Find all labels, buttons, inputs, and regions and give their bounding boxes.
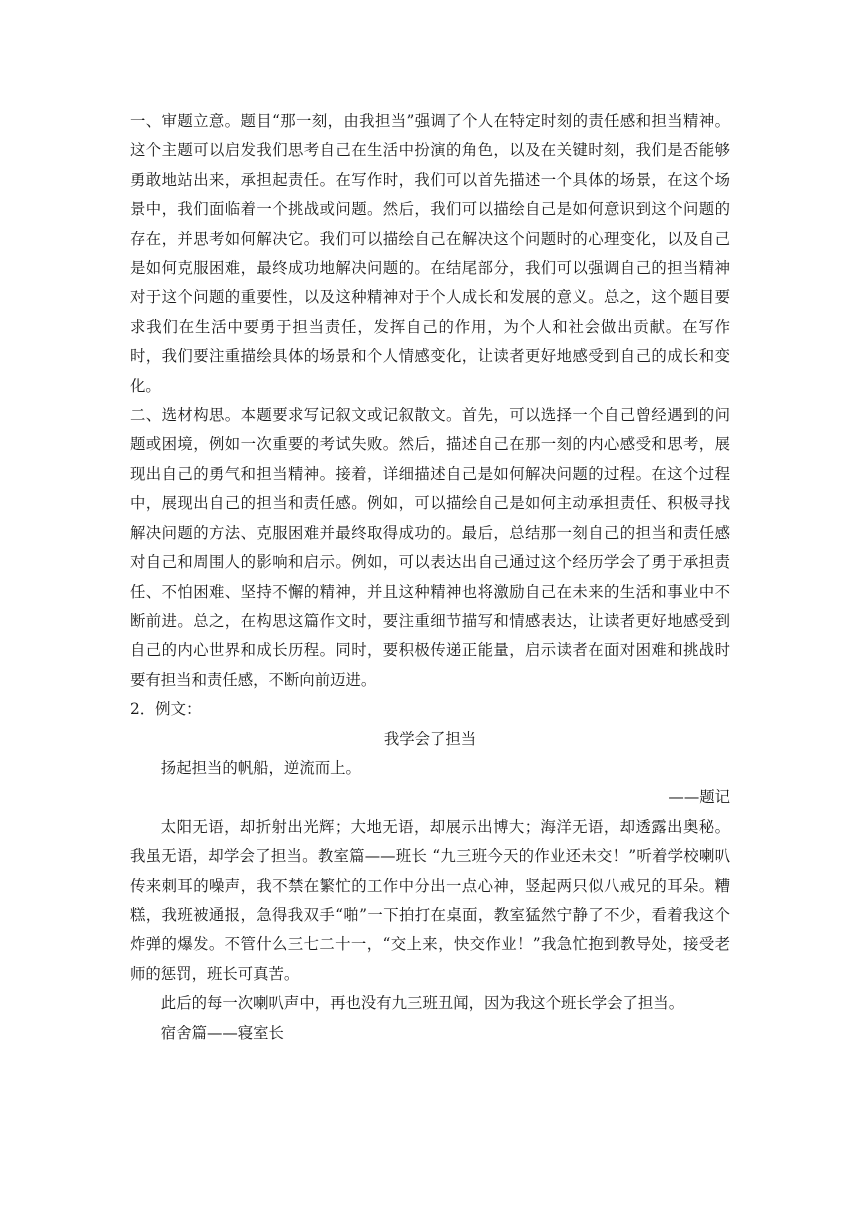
essay-subheading: 宿舍篇——寝室长 — [160, 1023, 284, 1042]
example-label: 2．例文： — [130, 700, 202, 719]
epigraph: 扬起担当的帆船，逆流而上。 — [160, 758, 361, 777]
essay-title: 我学会了担当 — [383, 729, 477, 748]
epigraph-attribution: ——题记 — [668, 788, 730, 807]
essay-paragraph-2: 此后的每一次喇叭声中，再也没有九三班丑闻，因为我这个班长学会了担当。 — [160, 994, 685, 1013]
section-two-paragraph: 二、选材构思。本题要求写记叙文或记叙散文。首先，可以选择一个自己曾经遇到的问题或困境，例如一次重要的考试失败。然后，描述自己在那一刻的内心感受和思考，展现出自己的勇气和担当精神。接着，详细描述自己是如何解决问题的过程。在这个过程中，展现出自己的担当和责任感。例如，可以描绘自己是如何主动承担责任、积极寻找解决问题的方法、克服困难并最终取得成功的。最后，总结那一刻自己的担当和责任感对自己和周围人的影响和启示。例如，可以表达出自己通过这个经历学会了勇于承担责任、不怕困难、坚持不懈的精神，并且这种精神也将激励自己在未来的生活和事业中不断前进。总之，在构思这篇作文时，要注重细节描写和情感表达，让读者更好地感受到自己的内心世界和成长历程。同时，要积极传递正能量，启示读者在面对困难和挑战时要有担当和责任感，不断向前迈进。 — [130, 406, 730, 689]
document-page — [130, 107, 730, 1048]
section-one-paragraph: 一、审题立意。题目“那一刻，由我担当”强调了个人在特定时刻的责任感和担当精神。这个主题可以启发我们思考自己在生活中扮演的角色，以及在关键时刻，我们是否能够勇敢地站出来，承担起责任。在写作时，我们可以首先描述一个具体的场景，在这个场景中，我们面临着一个挑战或问题。然后，我们可以描绘自己是如何意识到这个问题的存在，并思考如何解决它。我们可以描绘自己在解决这个问题时的心理变化，以及自己是如何克服困难，最终成功地解决问题的。在结尾部分，我们可以强调自己的担当精神对于这个问题的重要性，以及这种精神对于个人成长和发展的意义。总之，这个题目要求我们在生活中要勇于担当责任，发挥自己的作用，为个人和社会做出贡献。在写作时，我们要注重描绘具体的场景和个人情感变化，让读者更好地感受到自己的成长和变化。 — [130, 112, 730, 395]
essay-paragraph-1: 太阳无语，却折射出光辉；大地无语，却展示出博大；海洋无语，却透露出奥秘。我虽无语，却学会了担当。教室篇——班长 “九三班今天的作业还未交！”听着学校喇叭传来刺耳的噪声，我不禁在繁忙的工作中分出一点心神，竖起两只似八戒兄的耳朵。糟糕，我班被通报，急得我双手“啪”一下拍打在桌面，教室猛然宁静了不少，看着我这个炸弹的爆发。不管什么三七二十一，“交上来，快交作业！”我急忙抱到教导处，接受老师的惩罚，班长可真苦。 — [130, 817, 730, 983]
